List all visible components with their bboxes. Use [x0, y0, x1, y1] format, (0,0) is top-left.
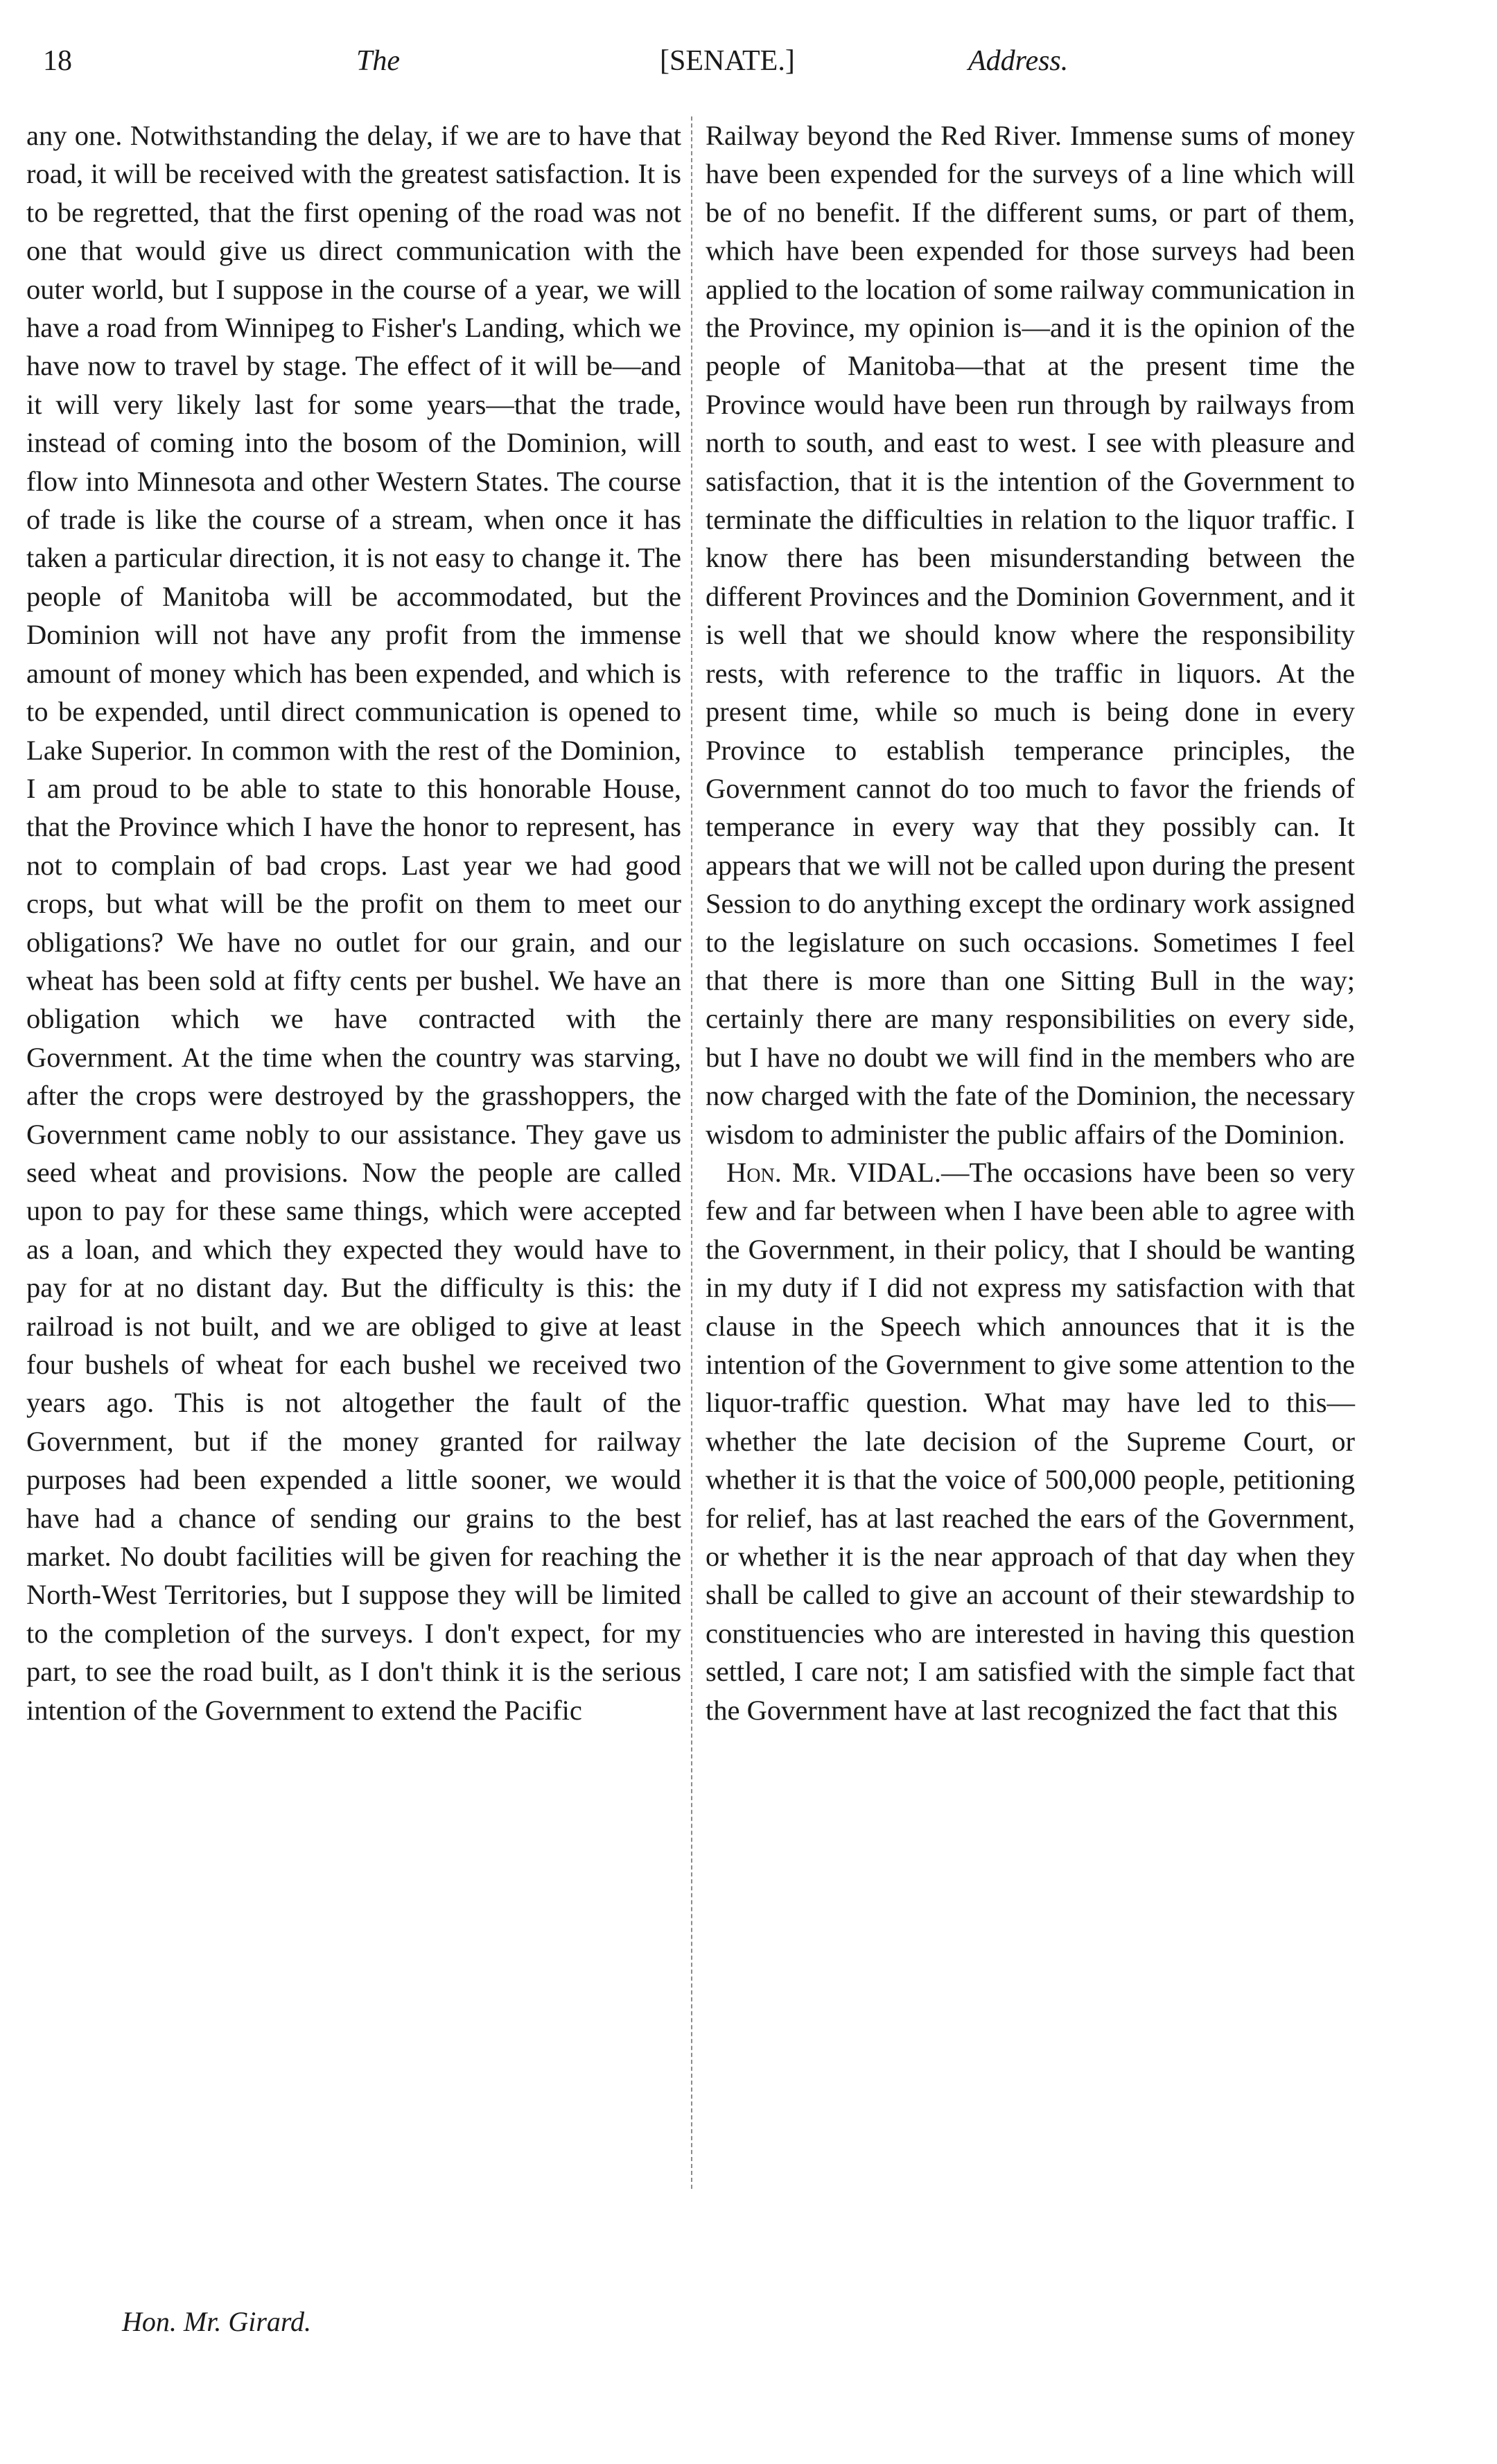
left-column [26, 116, 681, 1729]
running-header [43, 44, 1110, 93]
header-title-word-left: The [356, 45, 400, 77]
speech-text: —The occasions have been so very few and far between when I have been able to agree with the Government, in their policy, that I should be wanting in my duty if I did not express my satisfaction with that clause in the Speech which announces that it is the intention of the Government to give some attention to the liquor-traffic question. What may have led to this—whether the late decision of the Supreme Court, or whether it is that the voice of 500,000 people, petitioning for relief, has at last reached the ears of the Government, or whether it is the near approach of that day when they shall be called to give an account of their stewardship to constituencies who are interested in having this question settled, I care not; I am satisfied with the simple fact that the Government have at last recognized the fact that this [706, 1156, 1355, 1726]
right-column-paragraph-1: Railway beyond the Red River. Immense sums of money have been expended for the surveys of a line which will be of no benefit. If the different sums, or part of them, which have been expended for those surveys had been applied to the location of some railway communication in the Province, my opinion is—and it is the opinion of the people of Manitoba—that at the present time the Province would have been run through by railways from north to south, and east to west. I see with pleasure and satisfaction, that it is the intention of the Government to terminate the difficulties in relation to the liquor traffic. I know there has been misunderstanding between the different Provinces and the Dominion Government, and it is well that we should know where the responsibility rests, with reference to the traffic in liquors. At the present time, while so much is being done in every Province to establish temperance principles, the Government cannot do too much to favor the friends of temperance in every way that they possibly can. It appears that we will not be called upon during the present Session to do anything except the ordinary work assigned to the legislature on such occasions. Sometimes I feel that there is more than one Sitting Bull in the way; certainly there are many responsibilities on every side, but I have no doubt we will find in the members who are now charged with the fate of the Dominion, the necessary wisdom to administer the public affairs of the Dominion. [706, 120, 1355, 1150]
header-chamber: [SENATE.] [660, 45, 795, 77]
right-column [706, 116, 1355, 1729]
header-title-word-right: Address. [968, 45, 1069, 77]
right-column-paragraph-2 [706, 1153, 1355, 1729]
footer-signature: Hon. Mr. Girard. [122, 2306, 311, 2337]
page-number: 18 [43, 45, 72, 77]
left-column-paragraph: any one. Notwithstanding the delay, if we are to have that road, it will be received with the greatest satisfaction. It is to be regretted, that the first opening of the road was not one that would give us direct communication with the outer world, but I suppose in the course of a year, we will have a road from Winnipeg to Fisher's Landing, which we have now to travel by stage. The effect of it will be—and it will very likely last for some years—that the trade, instead of coming into the bosom of the Dominion, will flow into Minnesota and other Western States. The course of trade is like the course of a stream, when once it has taken a particular direction, it is not easy to change it. The people of Manitoba will be accommodated, but the Dominion will not have any profit from the immense amount of money which has been expended, and which is to be expended, until direct communication is opened to Lake Superior. In common with the rest of the Dominion, I am proud to be able to state to this honorable House, that the Province which I have the honor to represent, has not to complain of bad crops. Last year we had good crops, but what will be the profit on them to meet our obligations? We have no outlet for our grain, and our wheat has been sold at fifty cents per bushel. We have an obligation which we have contracted with the Government. At the time when the country was starving, after the crops were destroyed by the grasshoppers, the Government came nobly to our assistance. They gave us seed wheat and provisions. Now the people are called upon to pay for these same things, which were accepted as a loan, and which they expected they would have to pay for at no distant day. But the difficulty is this: the railroad is not built, and we are obliged to give at least four bushels of wheat for each bushel we received two years ago. This is not altogether the fault of the Government, but if the money granted for railway purposes had been expended a little sooner, we would have had a chance of sending our grains to the best market. No doubt facilities will be given for reaching the North-West Territories, but I suppose they will be limited to the completion of the surveys. I don't expect, for my part, to see the road built, as I don't think it is the serious intention of the Government to extend the Pacific [26, 120, 681, 1726]
column-divider [691, 116, 692, 2189]
speaker-name: Hon. Mr. VIDAL. [726, 1156, 942, 1188]
